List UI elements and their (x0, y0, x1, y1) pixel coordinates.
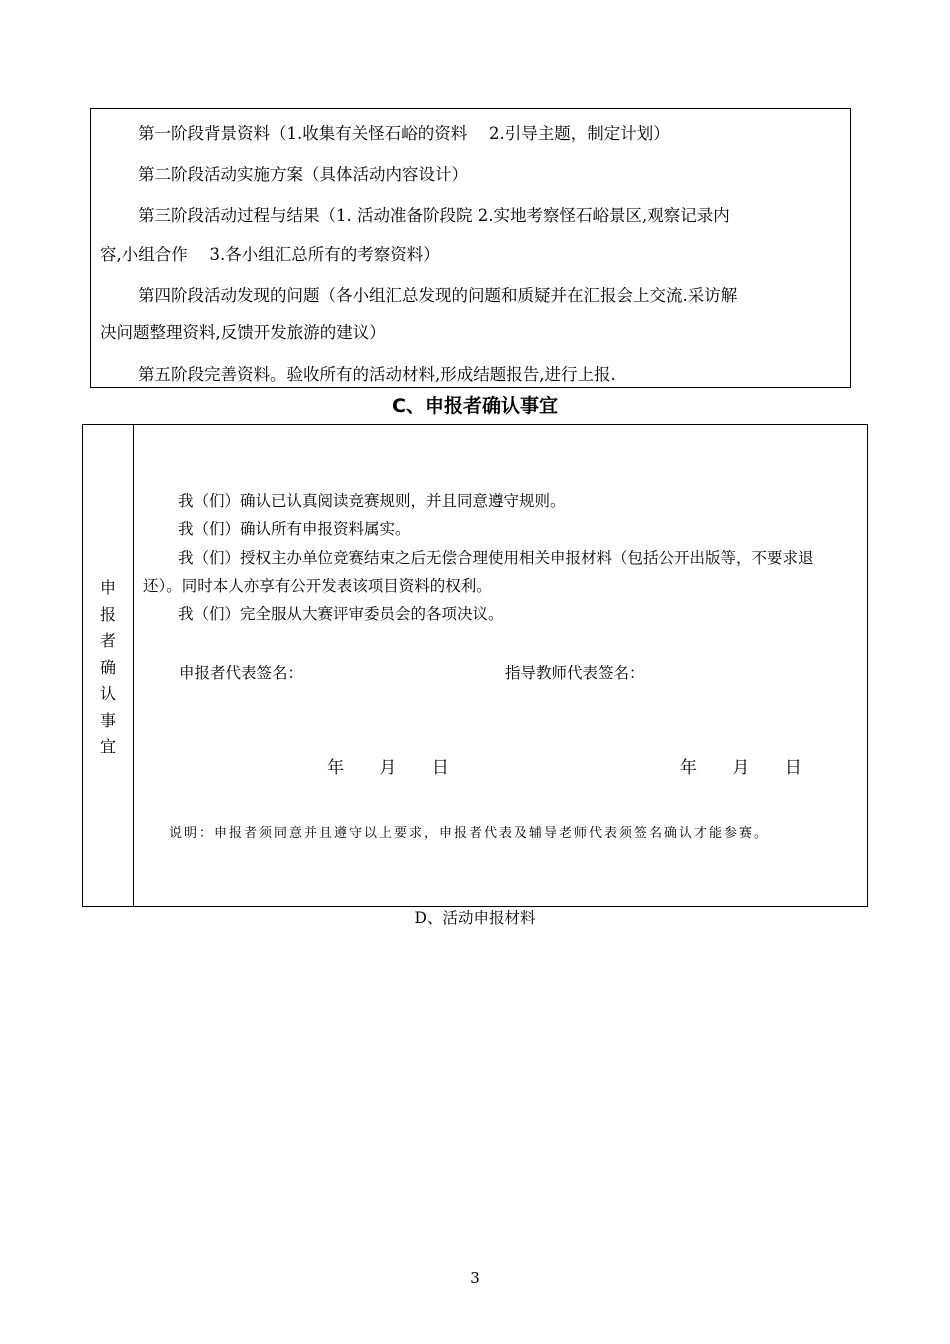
date-year-label: 年 (680, 758, 697, 778)
side-label-char: 确 (99, 657, 116, 677)
side-label-char: 者 (99, 631, 116, 650)
side-label-char: 报 (99, 604, 116, 624)
stage-3-text-continued: 容,小组合作 3.各小组汇总所有的考察资料） (100, 245, 440, 264)
section-d-title: D、活动申报材料 (414, 909, 536, 927)
side-label-char: 认 (99, 684, 116, 703)
activity-stages-box (90, 108, 851, 388)
stage-3-text: 第三阶段活动过程与结果（1. 活动准备阶段院 2.实地考察怪石峪景区,观察记录内 (138, 206, 730, 225)
applicant-date (327, 757, 449, 779)
teacher-signature-label: 指导教师代表签名： (505, 664, 645, 682)
side-label-char: 宜 (99, 737, 116, 756)
confirm-truth-text: 我（们）确认所有申报资料属实。 (178, 520, 411, 538)
applicant-confirmation-table (82, 424, 868, 907)
date-month-label: 月 (379, 758, 397, 778)
applicant-signature-label: 申报者代表签名： (179, 664, 304, 682)
stage-4-text-continued: 决问题整理资料,反馈开发旅游的建议） (100, 323, 386, 342)
teacher-date (680, 757, 802, 779)
date-day-label: 日 (784, 758, 802, 778)
stage-2-text: 第二阶段活动实施方案（具体活动内容设计） (138, 165, 468, 184)
section-c-title: C、申报者确认事宜 (392, 395, 558, 417)
side-label-char: 事 (99, 710, 116, 730)
date-day-label: 日 (431, 758, 449, 778)
stage-1-text: 第一阶段背景资料（1.收集有关怪石峪的资料 2.引导主题，制定计划） (138, 124, 670, 143)
stage-5-text: 第五阶段完善资料。验收所有的活动材料,形成结题报告,进行上报. (138, 365, 616, 384)
date-year-label: 年 (327, 758, 344, 778)
date-month-label: 月 (732, 758, 750, 778)
confirmation-side-label (83, 575, 133, 761)
page-number: 3 (470, 1269, 480, 1287)
confirm-rules-text: 我（们）确认已认真阅读竞赛规则，并且同意遵守规则。 (178, 492, 566, 510)
signature-requirement-note: 说明：申报者须同意并且遵守以上要求，申报者代表及辅导老师代表须签名确认才能参赛。 (169, 826, 770, 841)
stage-4-text: 第四阶段活动发现的问题（各小组汇总发现的问题和质疑并在汇报会上交流.采访解 (138, 286, 738, 305)
table-column-divider (133, 425, 134, 906)
confirm-authorization-text-continued: 还）。同时本人亦享有公开发表该项目资料的权利。 (143, 577, 492, 595)
side-label-char: 申 (99, 578, 116, 597)
confirm-authorization-text: 我（们）授权主办单位竞赛结束之后无偿合理使用相关申报材料（包括公开出版等，不要求退 (178, 549, 814, 567)
confirm-compliance-text: 我（们）完全服从大赛评审委员会的各项决议。 (178, 605, 504, 623)
